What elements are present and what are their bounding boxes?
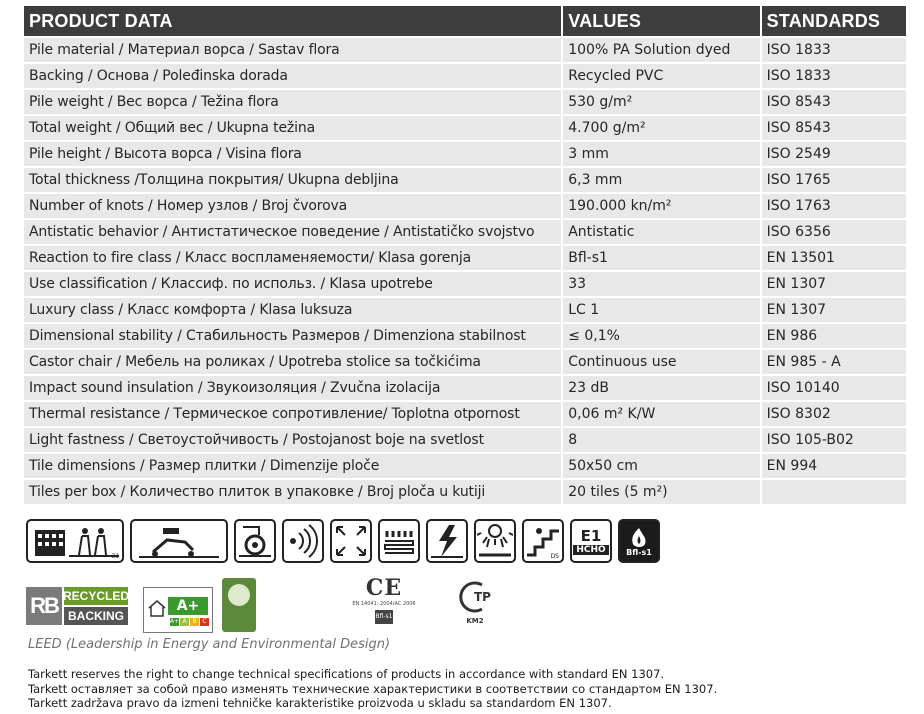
row-value: 23 dB bbox=[563, 376, 759, 400]
table-row bbox=[24, 194, 906, 218]
ce-mark: CE bbox=[365, 575, 403, 601]
cri-green-label-plus-badge bbox=[222, 578, 256, 632]
tp-logo-icon bbox=[454, 579, 496, 613]
feature-icons-row bbox=[26, 519, 660, 567]
ce-fire-class: Bfl-s1 bbox=[375, 610, 393, 624]
row-value: 3 mm bbox=[563, 142, 759, 166]
header-values: VALUES bbox=[563, 6, 759, 36]
row-value: Antistatic bbox=[563, 220, 759, 244]
row-value: 50x50 cm bbox=[563, 454, 759, 478]
row-standard: EN 1307 bbox=[762, 298, 906, 322]
row-property: Pile height / Высота ворса / Visina flora bbox=[24, 142, 561, 166]
table-row bbox=[24, 38, 906, 62]
table-row bbox=[24, 480, 906, 504]
sound-insulation-icon bbox=[282, 519, 324, 563]
emission-scale bbox=[170, 618, 209, 626]
row-standard: EN 1307 bbox=[762, 272, 906, 296]
row-value: 190.000 kn/m² bbox=[563, 194, 759, 218]
row-value: LC 1 bbox=[563, 298, 759, 322]
table-row bbox=[24, 220, 906, 244]
cri-logo-icon bbox=[228, 584, 250, 606]
row-standard: EN 985 - A bbox=[762, 350, 906, 374]
e1-label: E1 bbox=[580, 526, 602, 545]
header-product-data: PRODUCT DATA bbox=[24, 6, 561, 36]
row-value: 20 tiles (5 m²) bbox=[563, 480, 759, 504]
table-row bbox=[24, 90, 906, 114]
fire-class-icon bbox=[618, 519, 660, 563]
row-property: Impact sound insulation / Звукоизоляция / Zvučna izolacija bbox=[24, 376, 561, 400]
row-property: Antistatic behavior / Антистатическое поведение / Antistatičko svojstvo bbox=[24, 220, 561, 244]
row-property: Thermal resistance / Термическое сопротивление/ Toplotna otpornost bbox=[24, 402, 561, 426]
row-property: Dimensional stability / Стабильность Размеров / Dimenziona stabilnost bbox=[24, 324, 561, 348]
castor-wheel-icon bbox=[234, 519, 276, 563]
row-value: 0,06 m² K/W bbox=[563, 402, 759, 426]
row-property: Luxury class / Класс комфорта / Klasa luksuza bbox=[24, 298, 561, 322]
disclaimer-notes bbox=[28, 667, 717, 711]
row-value: 4.700 g/m² bbox=[563, 116, 759, 140]
row-standard: ISO 105-B02 bbox=[762, 428, 906, 452]
tp-code: KM2 bbox=[466, 617, 484, 625]
row-standard: ISO 1833 bbox=[762, 64, 906, 88]
table-row bbox=[24, 116, 906, 140]
row-property: Reaction to fire class / Класс воспламеняемости/ Klasa gorenja bbox=[24, 246, 561, 270]
row-standard: ISO 1765 bbox=[762, 168, 906, 192]
table-row bbox=[24, 324, 906, 348]
table-row bbox=[24, 298, 906, 322]
row-value: 33 bbox=[563, 272, 759, 296]
product-data-table bbox=[22, 4, 908, 506]
underfloor-heating-icon bbox=[378, 519, 420, 563]
tp-badge bbox=[454, 579, 496, 625]
row-value: Recycled PVC bbox=[563, 64, 759, 88]
dimensional-stability-icon bbox=[330, 519, 372, 563]
row-standard: ISO 10140 bbox=[762, 376, 906, 400]
row-property: Castor chair / Мебель на роликах / Upotreba stolice sa točkićima bbox=[24, 350, 561, 374]
scale-a: A bbox=[180, 618, 189, 626]
backing-label: BACKING bbox=[64, 607, 128, 625]
table-row bbox=[24, 402, 906, 426]
stair-suitability-icon bbox=[522, 519, 564, 563]
table-row bbox=[24, 246, 906, 270]
row-property: Light fastness / Светоустойчивость / Postojanost boje na svetlost bbox=[24, 428, 561, 452]
table-row bbox=[24, 168, 906, 192]
row-property: Total thickness /Толщина покрытия/ Ukupna debljina bbox=[24, 168, 561, 192]
note-serbian: Tarkett zadržava pravo da izmeni tehničke karakteristike proizvoda u skladu sa standardom EN 1307. bbox=[28, 696, 612, 710]
row-standard: EN 13501 bbox=[762, 246, 906, 270]
row-value: Continuous use bbox=[563, 350, 759, 374]
row-standard: ISO 8543 bbox=[762, 116, 906, 140]
row-value: 6,3 mm bbox=[563, 168, 759, 192]
table-row bbox=[24, 142, 906, 166]
row-standard: ISO 8543 bbox=[762, 90, 906, 114]
note-russian: Tarkett оставляет за собой право изменять технические характеристики в соответствии со стандартом EN 1307. bbox=[28, 681, 718, 696]
table-row bbox=[24, 350, 906, 374]
row-property: Tiles per box / Количество плиток в упаковке / Broj ploča u kutiji bbox=[24, 480, 561, 504]
use-class-33-icon bbox=[26, 519, 124, 563]
row-property: Tile dimensions / Размер плитки / Dimenzije ploče bbox=[24, 454, 561, 478]
row-property: Pile weight / Вес ворса / Težina flora bbox=[24, 90, 561, 114]
table-row bbox=[24, 376, 906, 400]
scale-aplus: A+ bbox=[170, 618, 180, 625]
scale-c: C bbox=[200, 618, 209, 626]
use-class-label: 33 bbox=[111, 553, 119, 560]
table-row bbox=[24, 428, 906, 452]
emission-rating: A+ bbox=[168, 597, 208, 615]
table-row bbox=[24, 64, 906, 88]
recycled-backing-badge bbox=[26, 587, 130, 625]
header-standards: STANDARDS bbox=[762, 6, 906, 36]
table-row bbox=[24, 272, 906, 296]
antistatic-icon bbox=[426, 519, 468, 563]
row-standard: EN 986 bbox=[762, 324, 906, 348]
castor-chair-icon bbox=[130, 519, 228, 563]
ce-badge bbox=[349, 575, 419, 624]
fire-class-label: Bfl-s1 bbox=[626, 547, 652, 557]
row-value: ≤ 0,1% bbox=[563, 324, 759, 348]
leed-caption: LEED (Leadership in Energy and Environmental Design) bbox=[28, 637, 391, 652]
row-standard: ISO 2549 bbox=[762, 142, 906, 166]
note-english: Tarkett reserves the right to change technical specifications of products in accordance with standard EN 1307. bbox=[28, 667, 665, 681]
row-standard: EN 994 bbox=[762, 454, 906, 478]
row-value: 530 g/m² bbox=[563, 90, 759, 114]
row-property: Use classification / Классиф. по использ. / Klasa upotrebe bbox=[24, 272, 561, 296]
scale-b: B bbox=[190, 618, 199, 626]
row-property: Backing / Основа / Poleđinska dorada bbox=[24, 64, 561, 88]
row-value: Bfl-s1 bbox=[563, 246, 759, 270]
recycled-label: RECYCLED bbox=[63, 589, 130, 603]
row-property: Total weight / Общий вес / Ukupna težina bbox=[24, 116, 561, 140]
rb-mark: RB bbox=[26, 587, 62, 625]
row-value: 8 bbox=[563, 428, 759, 452]
row-property: Pile material / Материал ворса / Sastav flora bbox=[24, 38, 561, 62]
row-standard: ISO 8302 bbox=[762, 402, 906, 426]
ce-standard: EN 14041: 2004/AC 2006 bbox=[352, 601, 416, 607]
row-standard bbox=[762, 480, 906, 504]
row-standard: ISO 1833 bbox=[762, 38, 906, 62]
tp-mark: TP bbox=[474, 590, 491, 604]
row-standard: ISO 6356 bbox=[762, 220, 906, 244]
house-icon bbox=[148, 599, 166, 621]
row-value: 100% PA Solution dyed bbox=[563, 38, 759, 62]
table-row bbox=[24, 454, 906, 478]
e1-hcho-icon bbox=[570, 519, 612, 563]
stair-label: DS bbox=[550, 553, 559, 560]
row-standard: ISO 1763 bbox=[762, 194, 906, 218]
hcho-label: HCHO bbox=[573, 545, 608, 555]
emission-class-badge bbox=[143, 587, 213, 633]
header-row bbox=[24, 6, 906, 36]
light-fastness-icon bbox=[474, 519, 516, 563]
row-property: Number of knots / Номер узлов / Broj čvorova bbox=[24, 194, 561, 218]
